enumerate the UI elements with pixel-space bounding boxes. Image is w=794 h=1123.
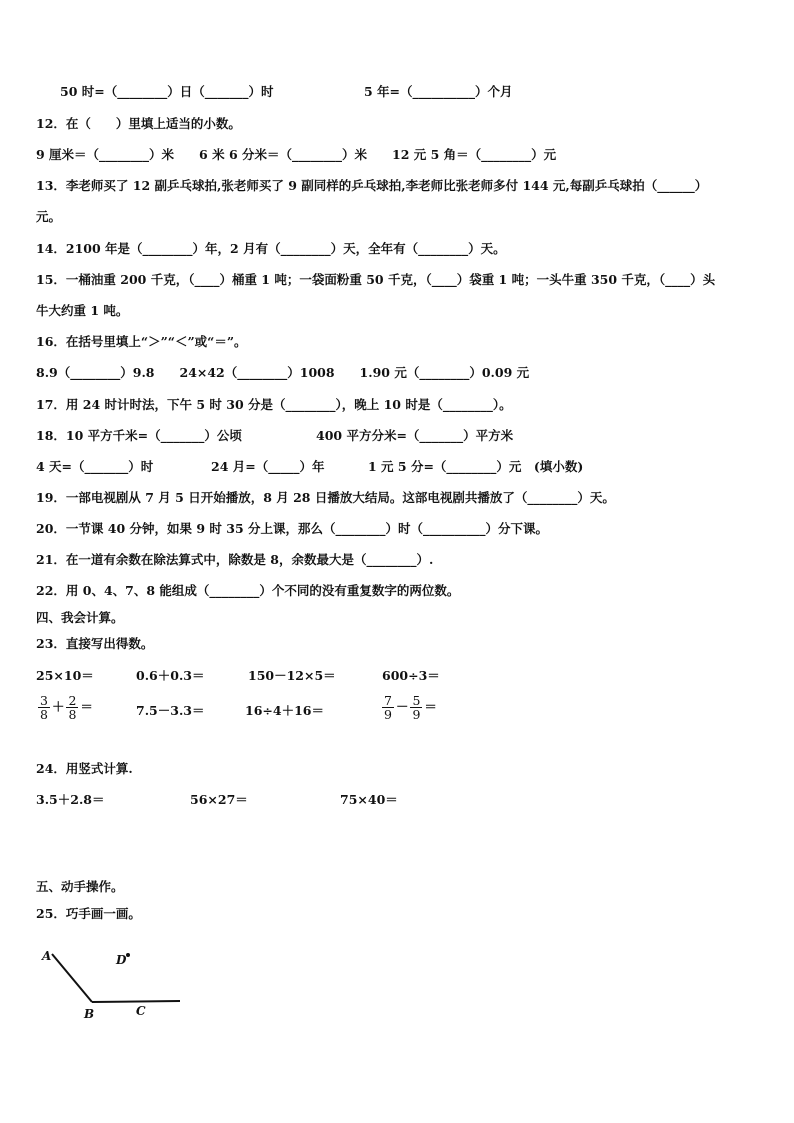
text: 13．李老师买了 12 副乒乓球拍,张老师买了 9 副同样的乒乓球拍,李老师比张老师多付 144 元,每副乒乓球拍（______） [36,178,708,193]
text: 0.6＋0.3＝ [136,668,205,683]
text: 50 时=（________）日（_______）时 [60,84,274,99]
question-14 [36,241,506,257]
vertical-calc-3 [340,792,398,808]
text: 150－12×5＝ [248,668,336,683]
text: 24 月=（_____）年 [211,459,325,474]
numerator: 7 [384,693,392,708]
question-13-cont [36,209,61,225]
plus-sign: ＋ [51,699,65,714]
numerator: 3 [40,693,48,708]
text: 19．一部电视剧从 7 月 5 日开始播放，8 月 28 日播放大结局。这部电视剧共播放了（________）天。 [36,490,615,505]
question-24 [36,761,133,777]
calc-fraction-diff [380,692,437,722]
text: 23．直接写出得数。 [36,636,154,651]
text: 四、我会计算。 [36,610,124,625]
text: 14．2100 年是（________）年，2 月有（________）天，全年有（________）天。 [36,241,506,256]
question-18-c2 [211,459,324,475]
denominator: 8 [40,707,48,722]
point-d [126,953,130,957]
ray-ba [52,954,92,1002]
question-18 [36,428,242,444]
question-13 [36,178,707,194]
question-21 [36,552,433,568]
calc-7.5-3.3 [136,703,205,719]
calc-25x10 [36,668,94,684]
text: 20．一节课 40 分钟，如果 9 时 35 分上课，那么（________）时（__________）分下课。 [36,521,548,536]
text: 五、动手操作。 [36,879,124,894]
label-c: C [136,1004,146,1018]
line-time-conversion [60,84,273,100]
question-22 [36,583,459,599]
text: 4 天=（_______）时 [36,459,154,474]
section-4-heading [36,610,124,626]
question-17 [36,397,512,413]
minus-sign: － [395,699,409,714]
question-18-c1 [36,459,153,475]
section-5-heading [36,879,124,895]
text: 5 年=（__________）个月 [364,84,513,99]
numerator: 2 [68,693,77,708]
ray-bc [92,1001,180,1002]
question-15 [36,272,715,288]
denominator: 9 [384,707,392,722]
text: 3.5＋2.8＝ [36,792,105,807]
text: 75×40＝ [340,792,398,807]
text: 22．用 0、4、7、8 能组成（________）个不同的没有重复数字的两位数。 [36,583,460,598]
text: 600÷3＝ [382,668,440,683]
text: 16．在括号里填上“＞”“＜”或“＝”。 [36,334,247,349]
calc-150-12x5 [248,668,336,684]
equals-sign: ＝ [424,699,437,714]
text: 25．巧手画一画。 [36,906,141,921]
fraction-7-9 [382,694,394,721]
label-a: A [42,949,52,963]
vertical-calc-1 [36,792,105,808]
question-23 [36,636,153,652]
text: 8.9（________）9.8 24×42（________）1008 1.90 元（________）0.09 元 [36,365,530,380]
line-year-conversion [364,84,513,100]
text: 元。 [36,209,62,224]
calc-16div4+16 [245,703,324,719]
question-12 [36,116,241,132]
denominator: 9 [412,707,421,722]
question-15-cont [36,303,128,319]
text: 18．10 平方千米=（_______）公顷 [36,428,242,443]
equals-sign: ＝ [80,699,93,714]
angle-figure [36,940,196,1030]
question-16-items [36,365,529,381]
text: 16÷4＋16＝ [245,703,324,718]
vertical-calc-2 [190,792,248,808]
text: 56×27＝ [190,792,248,807]
text: 9 厘米＝（________）米 6 米 6 分米＝（________）米 12 元 5 角＝（________）元 [36,147,557,162]
fraction-2-8 [66,694,78,721]
text: 400 平方分米=（_______）平方米 [316,428,514,443]
label-d: D [116,953,127,967]
question-18-b [316,428,513,444]
denominator: 8 [68,707,77,722]
text: 7.5－3.3＝ [136,703,205,718]
text: 12．在（ ）里填上适当的小数。 [36,116,241,131]
label-b: B [84,1007,95,1021]
question-18-c3 [368,459,583,475]
question-20 [36,521,548,537]
calc-fraction-sum [36,692,93,722]
text: 15．一桶油重 200 千克，（____）桶重 1 吨；一袋面粉重 50 千克，（____）袋重 1 吨；一头牛重 350 千克，（____）头 [36,272,716,287]
fraction-5-9 [410,694,422,721]
calc-0.6+0.3 [136,668,205,684]
fraction-3-8 [38,694,50,721]
calc-600div3 [382,668,440,684]
text: 21．在一道有余数在除法算式中，除数是 8，余数最大是（________）. [36,552,434,567]
text: 17．用 24 时计时法，下午 5 时 30 分是（________），晚上 10 时是（________）。 [36,397,512,412]
question-25 [36,906,141,922]
question-19 [36,490,615,506]
text: 1 元 5 分=（________）元 (填小数) [368,459,584,474]
question-12-items [36,147,556,163]
text: 24．用竖式计算. [36,761,133,776]
text: 25×10＝ [36,668,94,683]
question-16 [36,334,247,350]
numerator: 5 [412,693,421,708]
text: 牛大约重 1 吨。 [36,303,129,318]
